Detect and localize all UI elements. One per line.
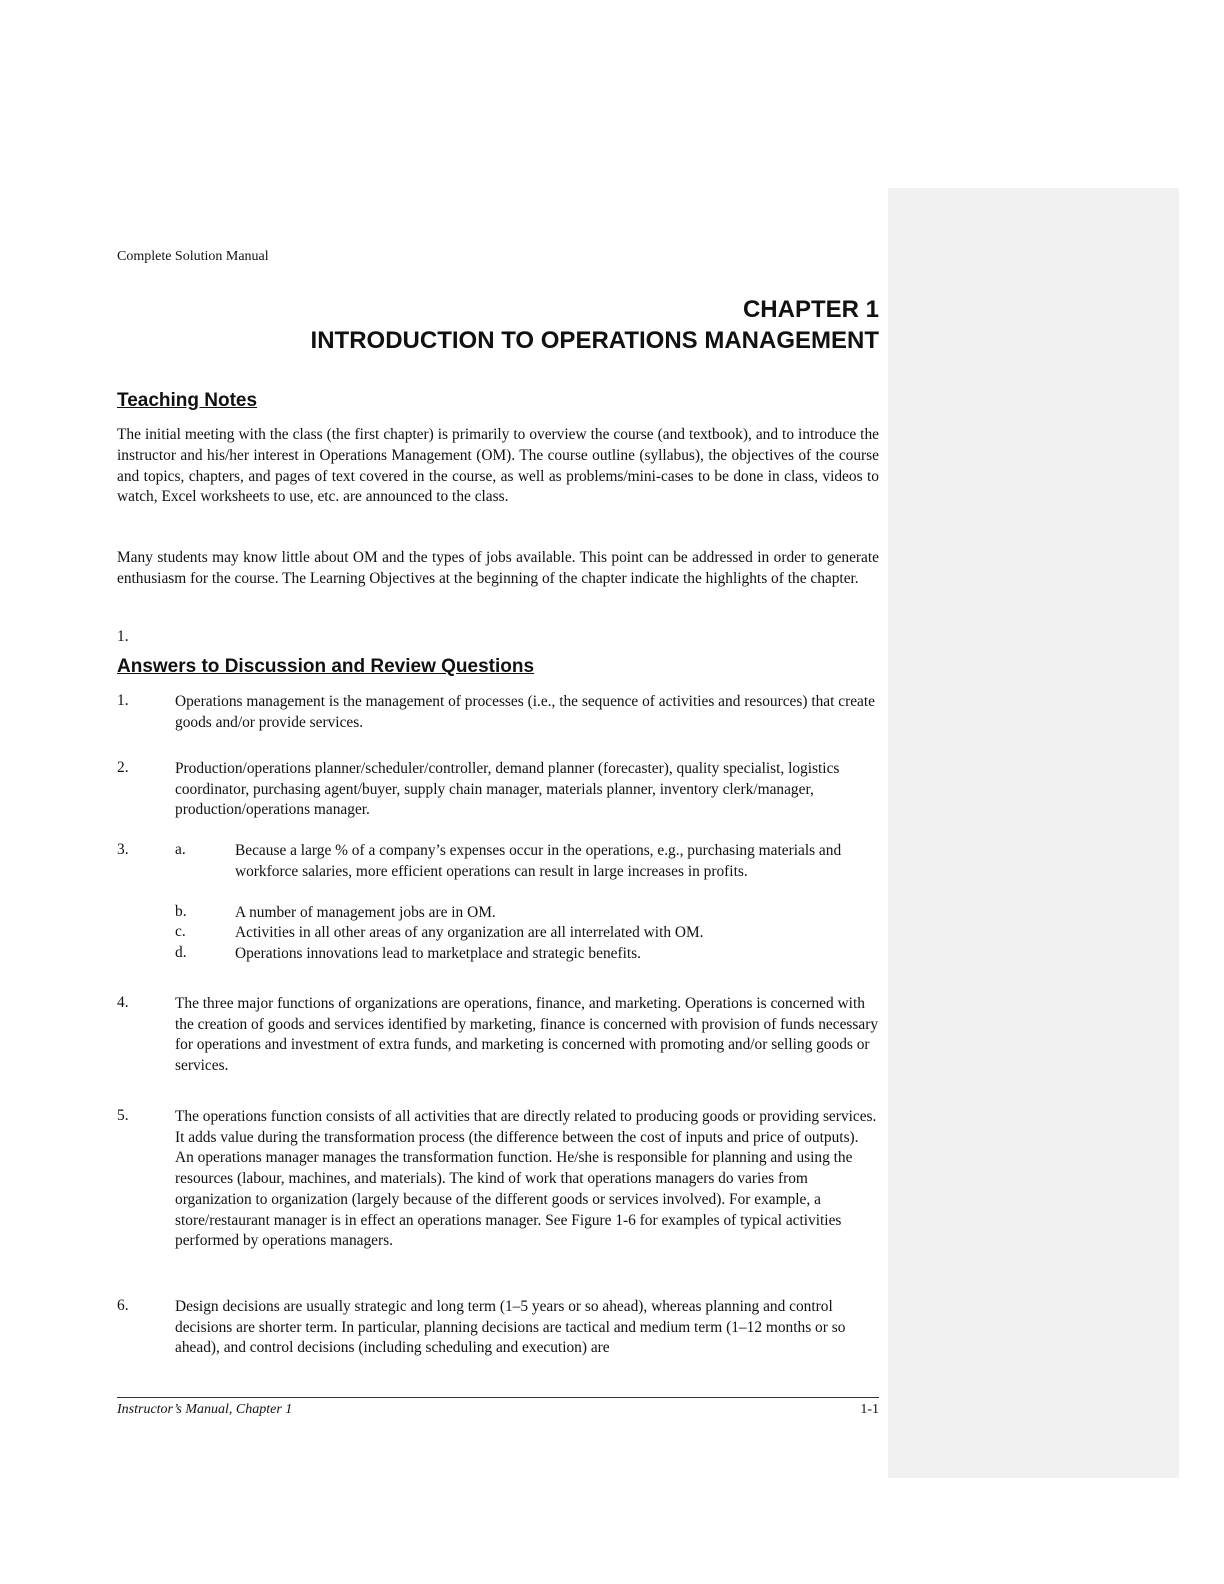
footer-title: Instructor’s Manual, Chapter 1 — [117, 1402, 293, 1417]
answer-number: 1. — [117, 692, 129, 709]
page-number: 1-1 — [860, 1402, 879, 1417]
answer-number: 3. — [117, 841, 129, 858]
chapter-name: INTRODUCTION TO OPERATIONS MANAGEMENT — [310, 327, 879, 354]
answer-number: 6. — [117, 1297, 129, 1314]
answer-text: The operations function consists of all activities that are directly related to producing goods or providing services. It adds value during the transformation process (the difference between the cost of inputs and price of outputs). An operations manager manages the transformation function. He/she is responsible for planning and using the resources (labour, machines, and materials). The kind of work that operations managers do varies from organization to organization (largely because of the different goods or services involved). For example, a store/restaurant manager is in effect an operations manager. See Figure 1-6 for examples of typical activities performed by operations managers. — [175, 1108, 877, 1250]
footer-divider — [117, 1397, 879, 1398]
answer-number: 2. — [117, 759, 129, 776]
sub-answer-text: Because a large % of a company’s expenses occur in the operations, e.g., purchasing materials and workforce salaries, more efficient operations can result in large increases in profits. — [235, 842, 842, 880]
answer-text: Operations management is the management of processes (i.e., the sequence of activities and resources) that create goods and/or provide services. — [175, 693, 875, 731]
sub-answer-letter: b. — [175, 903, 187, 920]
teaching-notes-paragraph-2: Many students may know little about OM and the types of jobs available. This point can be addressed in order to generate enthusiasm for the course. The Learning Objectives at the beginning of the chapter indicate the highlights of the chapter. — [117, 549, 879, 587]
sub-answer-text: A number of management jobs are in OM. — [235, 904, 496, 921]
sub-answer-text: Activities in all other areas of any organization are all interrelated with OM. — [235, 924, 704, 941]
answer-text: Design decisions are usually strategic and long term (1–5 years or so ahead), whereas planning and control decisions are shorter term. In particular, planning decisions are tactical and medium term (1–12 months or so ahead), and control decisions (including scheduling and execution) are — [175, 1298, 846, 1357]
running-header: Complete Solution Manual — [117, 249, 269, 264]
answer-number: 4. — [117, 994, 129, 1011]
sub-answer-text: Operations innovations lead to marketplace and strategic benefits. — [235, 945, 642, 962]
teaching-notes-paragraph-1: The initial meeting with the class (the first chapter) is primarily to overview the course (and textbook), and to introduce the instructor and his/her interest in Operations Management (OM). The course outline (syllabus), the objectives of the course and topics, chapters, and pages of text covered in the course, as well as problems/mini-cases to be done in class, videos to watch, Excel worksheets to use, etc. are announced to the class. — [117, 426, 879, 506]
sub-answer-letter: d. — [175, 944, 187, 961]
sub-answer-letter: a. — [175, 841, 186, 858]
answer-number: 5. — [117, 1107, 129, 1124]
sub-answer-letter: c. — [175, 923, 186, 940]
teaching-notes-heading: Teaching Notes — [117, 390, 258, 411]
comment-margin-pane — [888, 188, 1179, 1478]
chapter-title — [117, 294, 879, 356]
stray-list-number: 1. — [117, 628, 129, 645]
answers-heading: Answers to Discussion and Review Questions — [117, 656, 535, 677]
answer-text: Production/operations planner/scheduler/controller, demand planner (forecaster), quality specialist, logistics coordinator, purchasing agent/buyer, supply chain manager, materials planner, inventory clerk/manager, production/operations manager. — [175, 760, 840, 819]
answer-text: The three major functions of organizations are operations, finance, and marketing. Operations is concerned with the creation of goods and services identified by marketing, finance is concerned with provision of funds necessary for operations and investment of extra funds, and marketing is concerned with promoting and/or selling goods or services. — [175, 995, 879, 1075]
chapter-number: CHAPTER 1 — [742, 296, 879, 323]
